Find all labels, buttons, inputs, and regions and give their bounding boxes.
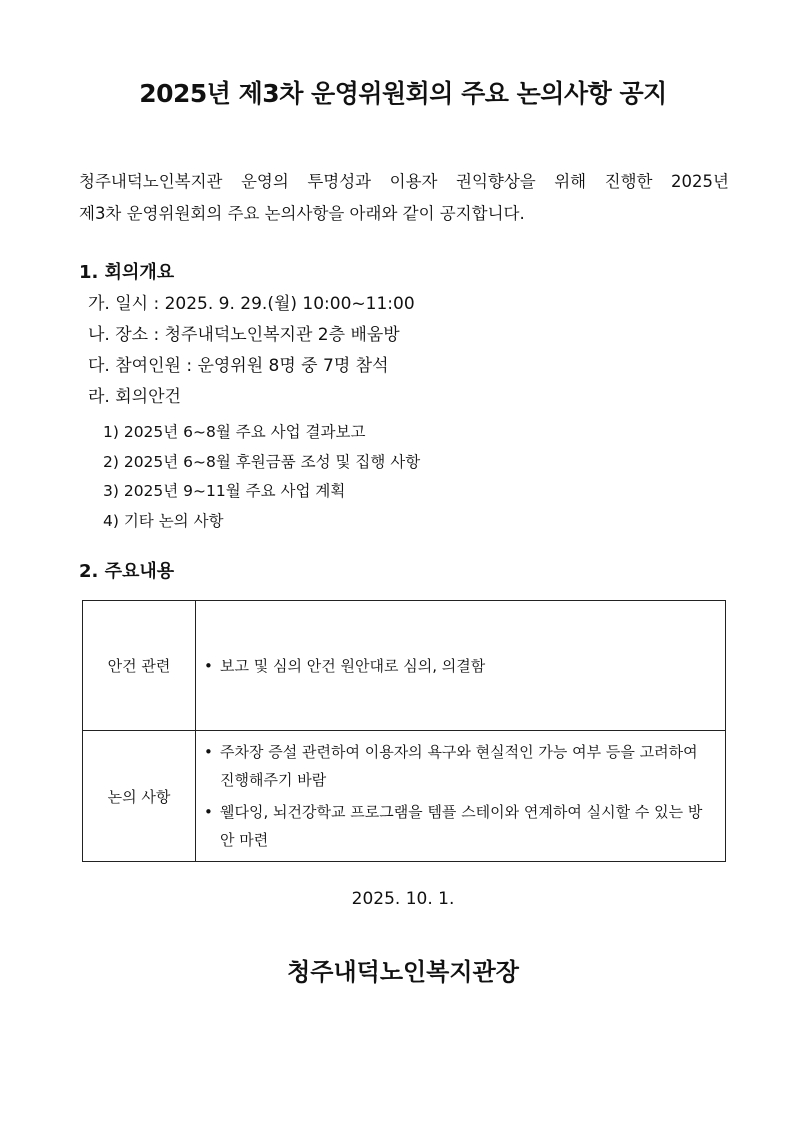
main-content-table: [82, 600, 726, 862]
overview-item-attendees: 다. 참여인원 : 운영위원 8명 중 7명 참석: [88, 356, 389, 376]
notice-date: 2025. 10. 1.: [351, 889, 455, 909]
bullet-item: [204, 738, 715, 794]
bullet-item: [204, 652, 715, 680]
intro-word: 위해: [554, 172, 587, 191]
bullet-icon: •: [204, 656, 213, 675]
agenda-item: 1) 2025년 6~8월 주요 사업 결과보고: [103, 423, 366, 441]
intro-word: 운영의: [240, 172, 289, 191]
bullet-text: 주차장 증설 관련하여 이용자의 욕구와 현실적인 가능 여부 등을 고려하여 진행해주기 바람: [220, 743, 698, 789]
intro-word: 진행한: [604, 172, 653, 191]
agenda-item: 2) 2025년 6~8월 후원금품 조성 및 집행 사항: [103, 452, 421, 471]
agenda-item: 3) 2025년 9~11월 주요 사업 계획: [103, 482, 346, 500]
section-heading-main-content: 2. 주요내용: [79, 561, 175, 582]
section-heading-overview: 1. 회의개요: [79, 262, 175, 283]
row-body: [196, 601, 726, 731]
document-title: 2025년 제3차 운영위원회의 주요 논의사항 공지: [139, 79, 667, 108]
intro-paragraph: [79, 166, 729, 230]
intro-line-2: 제3차 운영위원회의 주요 논의사항을 아래와 같이 공지합니다.: [79, 204, 525, 223]
meeting-overview-list: [88, 289, 415, 413]
intro-word: 청주내덕노인복지관: [79, 172, 223, 191]
table-row: [83, 601, 726, 731]
intro-word: 이용자: [389, 172, 438, 191]
table-row: [83, 731, 726, 862]
agenda-list: [103, 418, 420, 536]
bullet-icon: •: [204, 743, 213, 761]
intro-line-1: [79, 166, 729, 198]
intro-word: 권익향상을: [456, 172, 536, 191]
overview-item-datetime: 가. 일시 : 2025. 9. 29.(월) 10:00~11:00: [88, 294, 415, 314]
bullet-icon: •: [204, 803, 213, 821]
intro-word: 투명성과: [307, 172, 372, 191]
row-label: 안건 관련: [83, 601, 196, 731]
bullet-text: 보고 및 심의 안건 원안대로 심의, 의결함: [220, 656, 486, 675]
bullet-item: [204, 798, 715, 854]
issuing-organization: 청주내덕노인복지관장: [287, 958, 519, 986]
intro-word: 2025년: [671, 172, 729, 191]
row-body: [196, 731, 726, 862]
bullet-text: 웰다잉, 뇌건강학교 프로그램을 템플 스테이와 연계하여 실시할 수 있는 방안 마련: [220, 803, 703, 849]
agenda-item: 4) 기타 논의 사항: [103, 511, 224, 530]
row-label: 논의 사항: [83, 731, 196, 862]
overview-item-agenda: 라. 회의안건: [88, 387, 181, 407]
overview-item-location: 나. 장소 : 청주내덕노인복지관 2층 배움방: [88, 325, 400, 345]
